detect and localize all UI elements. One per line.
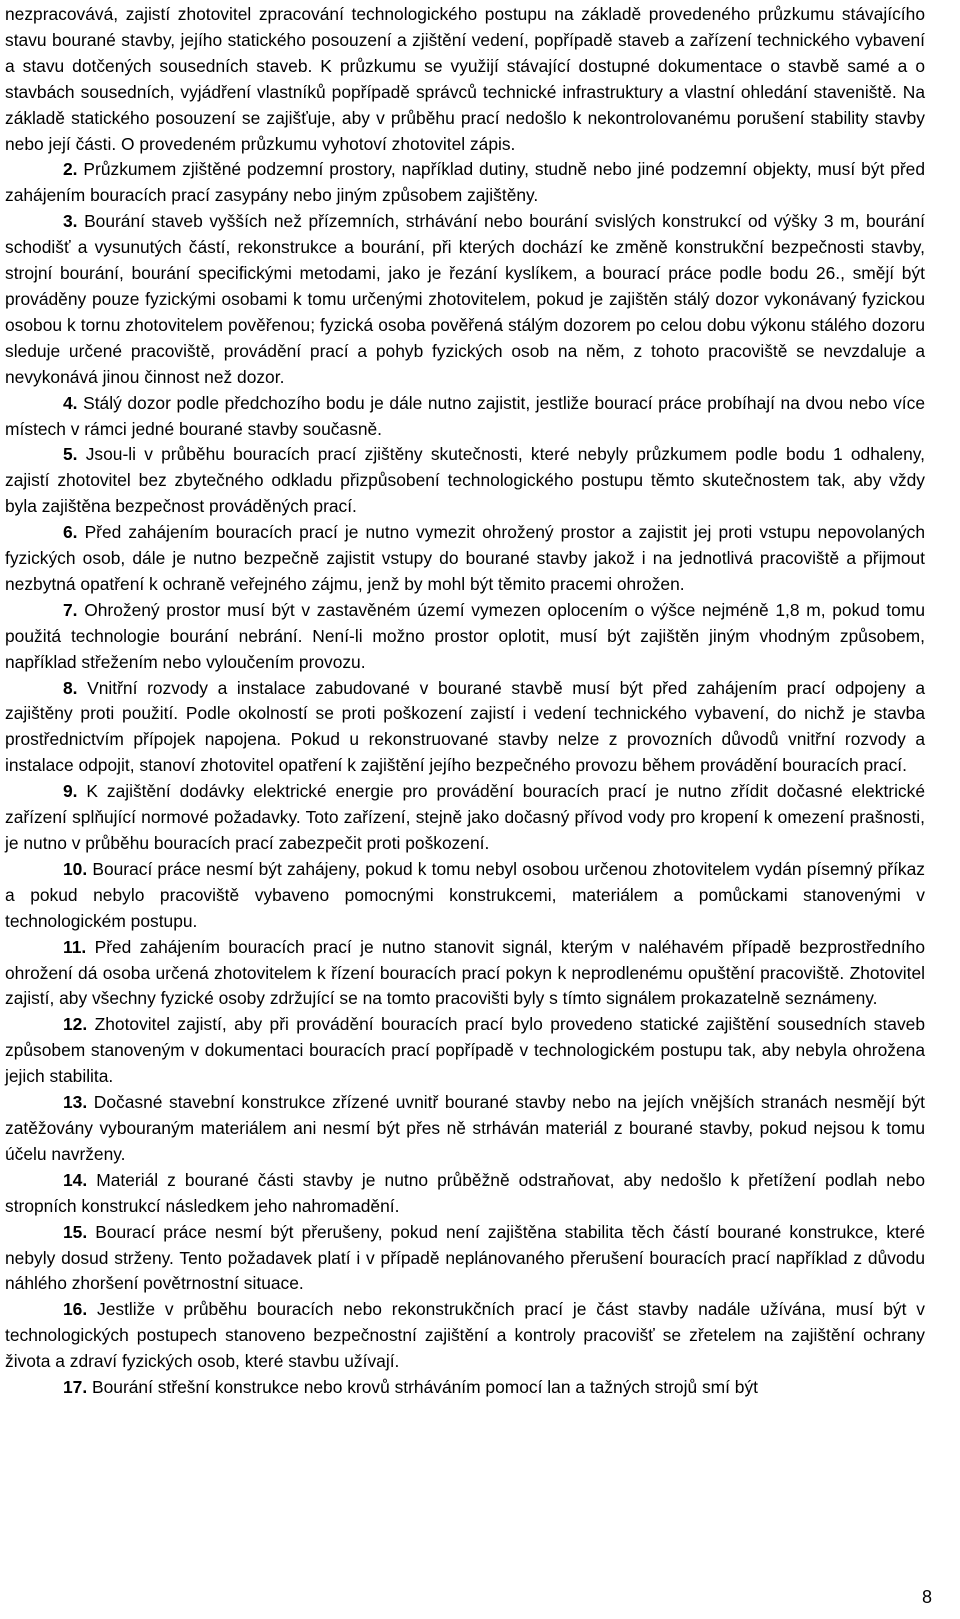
- paragraph-number: 11.: [63, 936, 87, 957]
- paragraph-12: [5, 1012, 925, 1090]
- paragraph-8: [5, 676, 925, 780]
- paragraph-2: [5, 157, 925, 209]
- paragraph-number: 6.: [63, 522, 78, 543]
- paragraph-9: [5, 779, 925, 857]
- paragraph-number: 2.: [63, 159, 78, 180]
- paragraph-text: Bourací práce nesmí být přerušeny, pokud není zajištěna stabilita těch částí bourané konstrukce, které nebyly dosud strženy. Tento požadavek platí i v případě neplánovaného přerušení bouracích prací například z důvodu náhlého zhoršení povětrnostní situace.: [5, 1221, 925, 1294]
- paragraph-text: Dočasné stavební konstrukce zřízené uvnitř bourané stavby nebo na jejích vnějších stranách nesmějí být zatěžovány vybouraným materiálem ani nesmí být přes ně strháván materiál z bourané stavby, pokud nejsou k tomu účelu navrženy.: [5, 1092, 925, 1164]
- paragraph-text: Bourání staveb vyšších než přízemních, strhávání nebo bourání svislých konstrukcí od výšky 3 m, bourání schodišť a vysunutých částí, rekonstrukce a bourání, při kterých dochází ke změně konstrukční bezpečnosti stavby, strojní bourání, bourání specifickými metodami, jako je řezání kyslíkem, a bourací práce podle bodu 26., smějí být prováděny pouze fyzickými osobami k tomu určenými zhotovitelem, pokud je zajištěn stálý dozor vykonávaný fyzickou osobou k tornu zhotovitelem pověřenou; fyzická osoba pověřená stálým dozorem po celou dobu výkonu stálého dozoru sleduje určené pracoviště, provádění prací a pohyb fyzických osob na něm, z tohoto pracoviště se nevzdaluje a nevykonává jinou činnost než dozor.: [5, 211, 925, 387]
- paragraph-text: Stálý dozor podle předchozího bodu je dále nutno zajistit, jestliže bourací práce probíhají na dvou nebo více místech v rámci jedné bourané stavby současně.: [5, 392, 925, 439]
- paragraph-number: 8.: [63, 677, 78, 698]
- paragraph-text: K zajištění dodávky elektrické energie pro provádění bouracích prací je nutno zřídit dočasné elektrické zařízení splňující normové požadavky. Toto zařízení, stejně jako dočasný přívod vody pro kropení k omezení prašnosti, je nutno v průběhu bouracích prací zabezpečit proti poškození.: [5, 781, 925, 853]
- paragraph-number: 5.: [63, 444, 78, 465]
- paragraph-4: [5, 391, 925, 443]
- paragraph-number: 12.: [63, 1014, 88, 1035]
- paragraph-16: [5, 1297, 925, 1375]
- page-number: 8: [921, 1587, 932, 1607]
- paragraph-number: 14.: [63, 1169, 88, 1190]
- paragraph-text: Před zahájením bouracích prací je nutno stanovit signál, kterým v naléhavém případě bezprostředního ohrožení dá osoba určená zhotovitelem k řízení bouracích prací pokyn k neprodlenému opuštění pracoviště. Zhotovitel zajistí, aby všechny fyzické osoby zdržující se na tomto pracovišti byly s tímto signálem prokazatelně seznámeny.: [5, 936, 925, 1009]
- paragraph-text: Zhotovitel zajistí, aby při provádění bouracích prací bylo provedeno statické zajištění sousedních staveb způsobem stanoveným v dokumentaci bouracích prací popřípadě v technologickém postupu tak, aby nebyla ohrožena jejich stabilita.: [5, 1014, 925, 1087]
- paragraph-text: Ohrožený prostor musí být v zastavěném území vymezen oplocením o výšce nejméně 1,8 m, pokud tomu použitá technologie bourání nebrání. Není-li možno prostor oplotit, musí být zajištěn jiným vhodným způsobem, například střežením nebo vyloučením provozu.: [5, 599, 925, 672]
- paragraph-number: 9.: [63, 781, 78, 802]
- document-page: [5, 2, 925, 1401]
- paragraph-number: 17.: [63, 1377, 88, 1398]
- paragraph-10: [5, 857, 925, 935]
- paragraph-number: 10.: [63, 858, 88, 879]
- paragraph-13: [5, 1090, 925, 1168]
- paragraph-text: Bourací práce nesmí být zahájeny, pokud k tomu nebyl osobou určenou zhotovitelem vydán písemný příkaz a pokud nebylo pracoviště vybaveno pomocnými konstrukcemi, materiálem a pomůckami stanovenými v technologickém postupu.: [5, 858, 925, 931]
- paragraph-number: 7.: [63, 599, 78, 620]
- paragraph-text: Jestliže v průběhu bouracích nebo rekonstrukčních prací je část stavby nadále užívána, musí být v technologických postupech stanoveno bezpečnostní zajištění a kontroly pracovišť se zřetelem na zajištění ochrany života a zdraví fyzických osob, které stavbu užívají.: [5, 1299, 925, 1372]
- paragraph-text: Vnitřní rozvody a instalace zabudované v bourané stavbě musí být před zahájením prací odpojeny a zajištěny proti použití. Podle okolností se proti poškození zajistí i vedení technického vybavení, do nichž je stavba prostřednictvím přípojek napojena. Pokud u rekonstruované stavby nelze z provozních důvodů vnitřní rozvody a instalace odpojit, stanoví zhotovitel opatření k zajištění jejího bezpečného provozu během provádění bouracích prací.: [5, 677, 925, 776]
- paragraph-intro: [5, 2, 925, 157]
- paragraph-text: Bourání střešní konstrukce nebo krovů strháváním pomocí lan a tažných strojů smí být: [87, 1377, 759, 1398]
- paragraph-text: nezpracovává, zajistí zhotovitel zpracování technologického postupu na základě provedeného průzkumu stávajícího stavu bourané stavby, jejího statického posouzení a zjištění vedení, popřípadě staveb a zařízení technického vybavení a stavu dotčených sousedních staveb. K průzkumu se využijí stávající dostupné dokumentace o stavbě samé a o stavbách sousedních, vyjádření vlastníků popřípadě správců technické infrastruktury a vlastní ohledání staveniště. Na základě statického posouzení se zajišťuje, aby v průběhu prací nedošlo k nekontrolovanému porušení stability stavby nebo její části. O provedeném průzkumu vyhotoví zhotovitel zápis.: [5, 4, 925, 154]
- paragraph-14: [5, 1168, 925, 1220]
- paragraph-text: Před zahájením bouracích prací je nutno vymezit ohrožený prostor a zajistit jej proti vstupu nepovolaných fyzických osob, dále je nutno bezpečně zajistit vstupy do bourané stavby jakož i na jednotlivá pracoviště a přijmout nezbytná opatření k ochraně veřejného zájmu, jenž by mohl být těmito pracemi ohrožen.: [5, 522, 925, 594]
- paragraph-number: 3.: [63, 211, 78, 232]
- paragraph-text: Průzkumem zjištěné podzemní prostory, například dutiny, studně nebo jiné podzemní objekty, musí být před zahájením bouracích prací zasypány nebo jiným způsobem zajištěny.: [5, 159, 925, 206]
- paragraph-text: Jsou-li v průběhu bouracích prací zjištěny skutečnosti, které nebyly průzkumem podle bodu 1 odhaleny, zajistí zhotovitel bez zbytečného odkladu přizpůsobení technologického postupu těmto skutečnostem tak, aby vždy byla zajištěna bezpečnost prováděných prací.: [5, 444, 925, 517]
- paragraph-number: 13.: [63, 1092, 88, 1113]
- paragraph-number: 15.: [63, 1221, 88, 1242]
- paragraph-number: 16.: [63, 1299, 88, 1320]
- paragraph-3: [5, 209, 925, 390]
- paragraph-7: [5, 598, 925, 676]
- paragraph-number: 4.: [63, 392, 78, 413]
- paragraph-6: [5, 520, 925, 598]
- paragraph-17: [5, 1375, 925, 1401]
- paragraph-5: [5, 442, 925, 520]
- paragraph-11: [5, 935, 925, 1013]
- paragraph-15: [5, 1220, 925, 1298]
- paragraph-text: Materiál z bourané části stavby je nutno průběžně odstraňovat, aby nedošlo k přetížení podlah nebo stropních konstrukcí následkem jeho nahromadění.: [5, 1169, 925, 1216]
